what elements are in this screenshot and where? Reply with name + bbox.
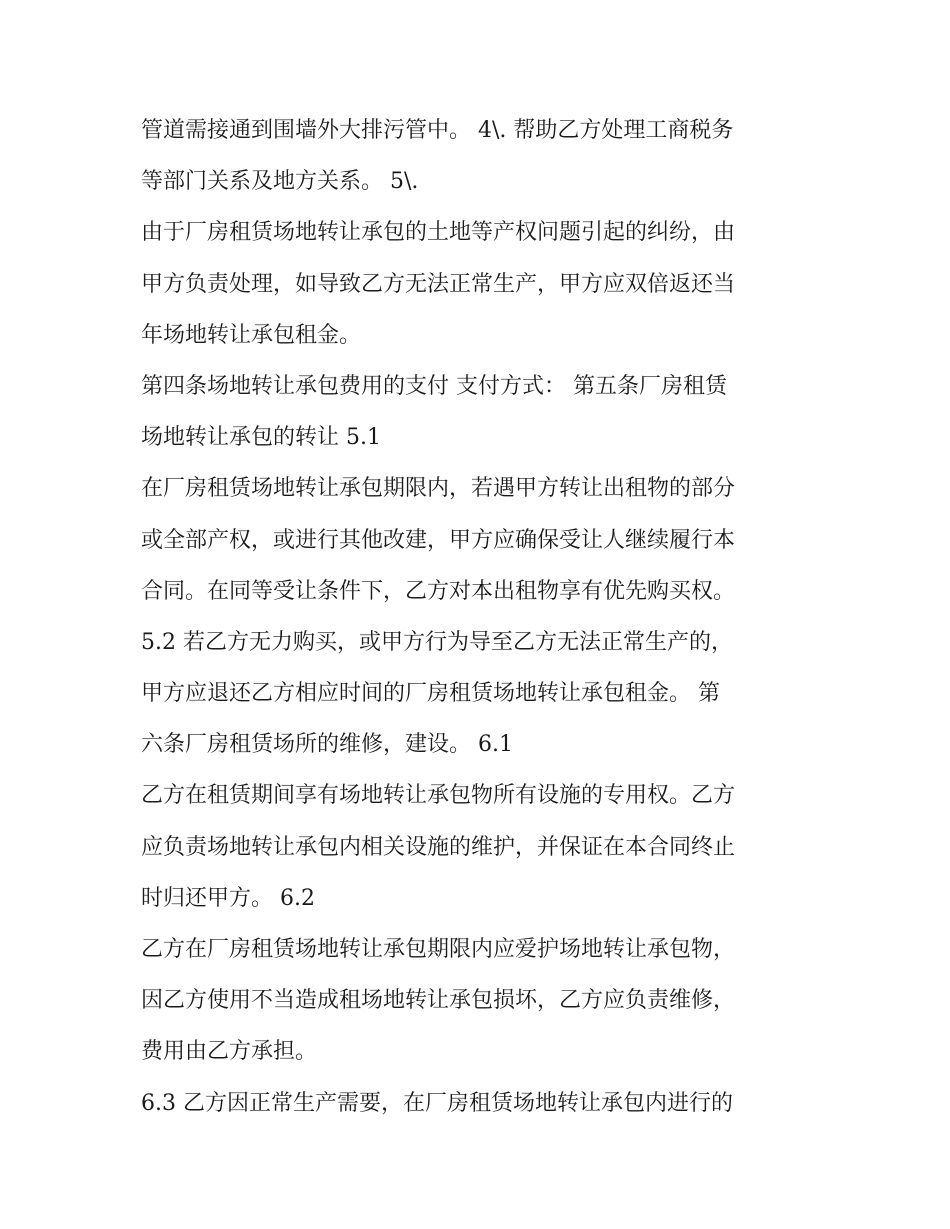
text-line: 等部门关系及地方关系。 5\. [141, 169, 419, 195]
text-line: 应负责场地转让承包内相关设施的维护，并保证在本合同终止 [141, 834, 736, 860]
document-body [141, 105, 831, 1129]
text-line: 六条厂房租赁场所的维修，建设。 6.1 [141, 732, 513, 758]
text-line: 年场地转让承包租金。 [141, 322, 362, 348]
text-line: 5.2 若乙方无力购买，或甲方行为导至乙方无法正常生产的， [141, 629, 733, 655]
text-line: 或全部产权，或进行其他改建，甲方应确保受让人继续履行本 [141, 527, 736, 553]
text-line: 第四条场地转让承包费用的支付 支付方式： 第五条厂房租赁 [141, 373, 727, 399]
text-line: 管道需接通到围墙外大排污管中。 4\. 帮助乙方处理工商税务 [141, 118, 734, 143]
text-line: 甲方负责处理，如导致乙方无法正常生产，甲方应双倍返还当 [141, 271, 736, 297]
text-line: 由于厂房租赁场地转让承包的土地等产权问题引起的纠纷，由 [141, 220, 736, 246]
text-line: 场地转让承包的转让 5.1 [141, 425, 381, 451]
text-line: 合同。在同等受让条件下，乙方对本出租物享有优先购买权。 [141, 578, 736, 604]
text-line: 6.3 乙方因正常生产需要，在厂房租赁场地转让承包内进行的 [141, 1090, 733, 1116]
text-line: 时归还甲方。 6.2 [141, 885, 315, 911]
text-line: 费用由乙方承担。 [141, 1039, 318, 1065]
text-line: 在厂房租赁场地转让承包期限内，若遇甲方转让出租物的部分 [141, 476, 736, 502]
text-line: 因乙方使用不当造成租场地转让承包损坏，乙方应负责维修， [141, 988, 736, 1014]
text-line: 甲方应退还乙方相应时间的厂房租赁场地转让承包租金。 第 [141, 681, 720, 707]
text-line: 乙方在厂房租赁场地转让承包期限内应爱护场地转让承包物， [141, 937, 736, 962]
text-line: 乙方在租赁期间享有场地转让承包物所有设施的专用权。乙方 [141, 783, 736, 809]
